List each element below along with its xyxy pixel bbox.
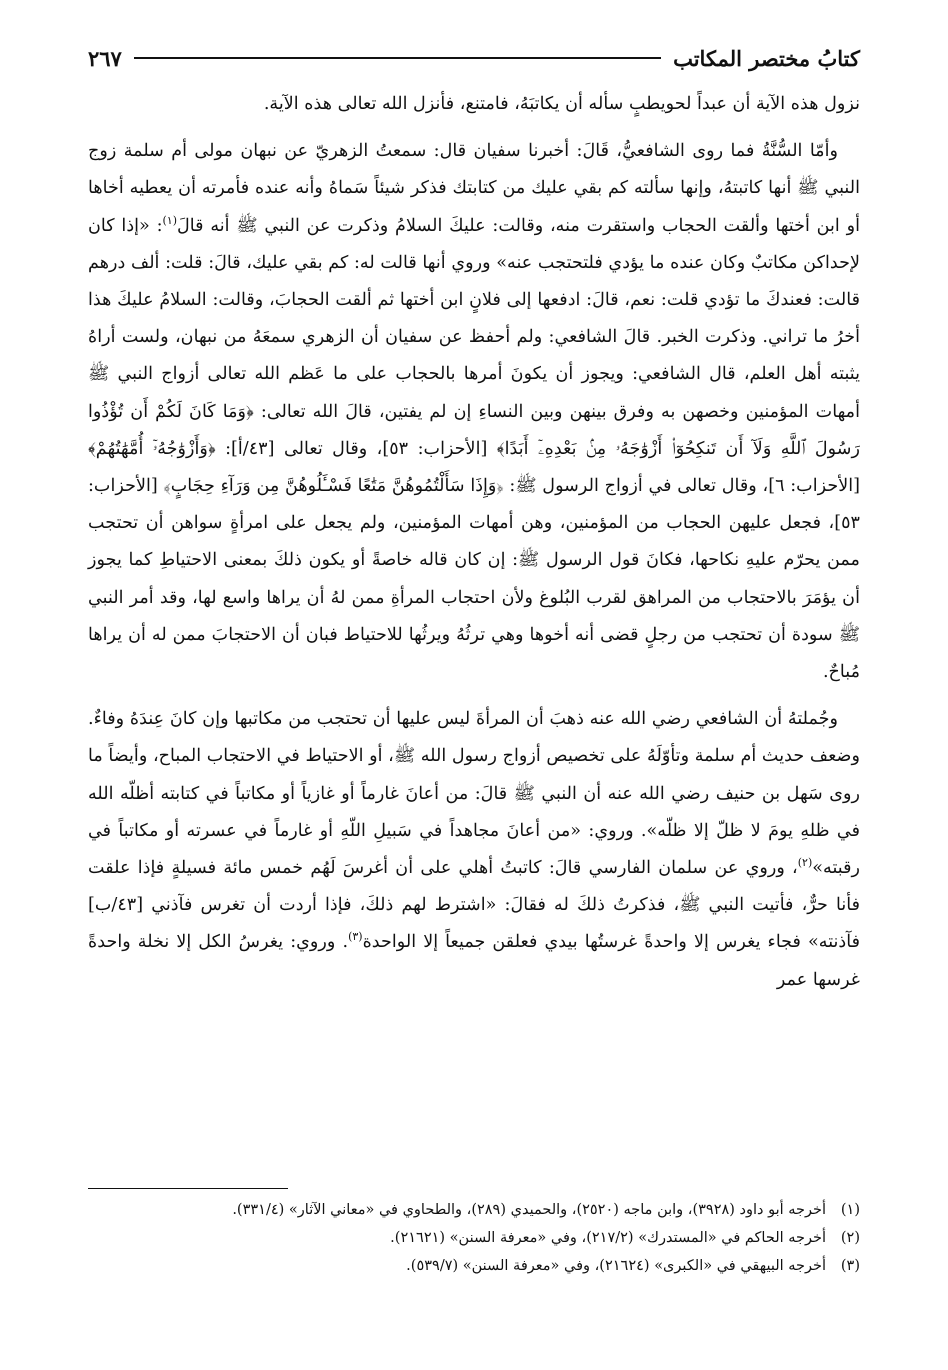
paragraph-3 <box>88 701 860 999</box>
footnote-separator <box>88 1188 288 1189</box>
footnote-item <box>88 1196 860 1224</box>
footnote-text: أخرجه البيهقي في «الكبرى» (٢١٦٢٤)، وفي «معرفة السنن» (٥٣٩/٧). <box>406 1258 826 1274</box>
footnote-ref-2[interactable]: (٢) <box>797 856 813 870</box>
footnote-item <box>88 1224 860 1252</box>
paragraph-2 <box>88 133 860 691</box>
paragraph-2-part-a: وأمّا السُّنَّةُ فما روى الشافعيُّ، قَالَ: أخبرنا سفيان قال: سمعتُ الزهريّ عن نبهان مولى أم سلمة زوج النبي ﷺ أنها كاتبتهُ، وإنها سألته كم بقي عليك من كتابتك فذكر شيئاً سَماهُ وأنه عنده فأمرته أن يعطيه أخاها أو ابن أختها وألقت الحجاب واستقرت منه، وقالت: عليكَ السلامُ وذكرت عن النبي ﷺ أنه قالَ <box>88 141 860 236</box>
footnote-ref-3[interactable]: (٣) <box>348 930 363 944</box>
book-title: كتابُ مختصر المكاتب <box>673 45 860 71</box>
main-text <box>88 86 860 999</box>
paragraph-3-part-b: ، وروي عن سلمان الفارسي قالَ: كاتبتُ أهلي على أن أغرسَ لَهُم خمس مائة فسيلةٍ فإذا علقت فأنا حرٌّ، فأتيت النبي ﷺ، فذكرتُ ذلكَ له فقالَ: «اشترط لهم ذلكَ، فإذا أردت أن تغرس فآذني [٤٣/ب] فآذنته» فجاء يغرس إلا واحدةً غرستُها بيدي فعلقن جميعاً إلا الواحدة <box>88 858 861 953</box>
footnote-ref-1[interactable]: (١) <box>162 213 178 227</box>
paragraph-2-part-b: : «إذا كان لإحداكن مكاتبٌ وكان عنده ما يؤدي فلتحتجب عنه» وروي أنها قالت له: كم بقي عليك، قالَ: قلت: ألف درهم قالت: فعندكَ ما تؤدي قلت: نعم، قالَ: ادفعها إلى فلانٍ ابن أختها ثم ألقت الحجابَ، وقالت: السلامُ عليكَ هذا أخرُ ما تراني. وذكرت الخبر. قالَ الشافعي: ولم أحفظ عن سفيان أن الزهري سمعَهُ من نبهان، ولست أراهُ يثبته أهل العلم، قال الشافعي: ويجوز أن يكونَ أمرها بالحجاب على ما عَظم الله تعالى أزواج النبي ﷺ أمهات المؤمنين وخصهن به وفرق بينهن وبين النساءِ إن لم يفتين، قالَ الله تعالى: ﴿وَمَا كَانَ لَكُمْ أَن تُؤْذُوا رَسُولَ ٱللَّهِ وَلَآ أَن تَنكِحُوٓا۟ أَزْوَٰجَهُۥ مِنۢ بَعْدِهِۦٓ أَبَدًا﴾ [الأحزاب: ٥٣]، وقال تعالى [٤٣/أ]: ﴿وَأَزْوَٰجُهُۥٓ أُمَّهَٰتُهُمْ﴾ [الأحزاب: ٦]، وقال تعالى في أزواج الرسول ﷺ: ﴿وَإِذَا سَأَلْتُمُوهُنَّ مَتَٰعًا فَسْـَٔلُوهُنَّ مِن وَرَآءِ حِجَابٍ﴾ [الأحزاب: ٥٣]، فجعل عليهن الحجاب من المؤمنين، وهن أمهات المؤمنين، ولم يجعل على امرأةٍ سواهن أن تحتجب ممن يحرّم عليهِ نكاحها، فكانَ قول الرسول ﷺ: إن كان قاله خاصةً أو يكون ذلكَ بمعنى الاحتياطِ كما يجوز أن يؤمَرَ بالاحتجاب من المراهق لقرب البُلوغ ولأن احتجاب المرأةِ ممن لهُ أن يراها واسع لها، وقد أمر النبي ﷺ سودة أن تحتجب من رجلٍ قضى أنه أخوها وهي ترثُهُ ويرثُها للاحتياط فبان أن الاحتجابَ ممن له أن يراها مُباحٌ. <box>88 215 861 683</box>
footnote-text: أخرجه الحاكم في «المستدرك» (٢١٧/٢)، وفي «معرفة السنن» (٢١٦٢١). <box>390 1230 826 1246</box>
footnotes <box>88 1196 860 1280</box>
footnote-number: (٣) <box>840 1258 860 1274</box>
footnote-text: أخرجه أبو داود (٣٩٢٨)، وابن ماجه (٢٥٢٠)، والحميدي (٢٨٩)، والطحاوي في «معاني الآثار» (٣٣١/٤). <box>232 1202 826 1218</box>
page-header <box>88 38 860 78</box>
footnote-item <box>88 1252 860 1280</box>
footnote-number: (١) <box>840 1202 860 1218</box>
footnote-number: (٢) <box>840 1230 860 1246</box>
paragraph-3-part-c: . وروي: يغرسُ الكل إلا نخلة واحدةً غرسها عمر <box>88 932 860 990</box>
paragraph-1: نزول هذه الآية أن عبداً لحويطبٍ سأله أن يكاتبَهُ، فامتنع، فأنزل الله تعالى هذه الآية. <box>263 94 860 114</box>
header-rule <box>134 57 661 59</box>
paragraph-3-part-a: وجُملتهُ أن الشافعي رضي الله عنه ذهبَ أن المرأةَ ليس عليها أن تحتجب من مكاتبها وإن كانَ عِندَهُ وفاءٌ. وضعف حديث أم سلمة وتأوّلَهُ على تخصيص أزواج رسول الله ﷺ، أو الاحتياط في الاحتجاب المباح، وأيضاً ما روى سَهل بن حنيف رضي الله عنه أن النبي ﷺ قالَ: من أعانَ غارماً أو غازياً أو مكاتباً في كتابته أظلّه الله في ظلهِ يومَ لا ظلّ إلا ظلّه». وروي: «من أعانَ مجاهداً في سَبيلِ اللّهِ أو غارماً في عسرته أو مكاتباً في رقبته» <box>88 709 860 879</box>
page-number: ٢٦٧ <box>88 45 122 71</box>
